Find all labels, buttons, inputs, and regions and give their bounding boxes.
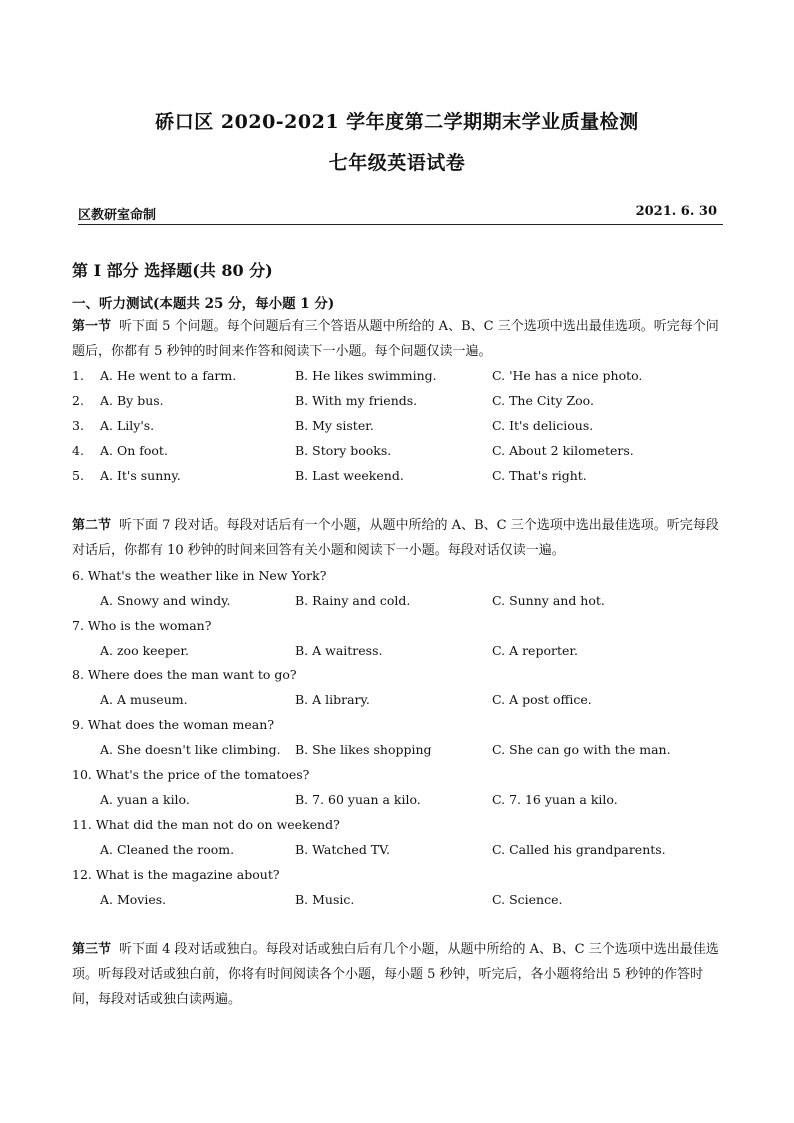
option-b: B. A library. <box>295 692 370 707</box>
option-a: A. Lily's. <box>100 418 155 433</box>
exam-date: 2021. 6. 30 <box>635 204 717 219</box>
option-c: C. Called his grandparents. <box>492 842 666 857</box>
section2-instructions <box>72 513 724 563</box>
question-row <box>72 443 722 465</box>
option-b: B. Story books. <box>295 443 392 458</box>
option-c: C. Sunny and hot. <box>492 593 605 608</box>
question-stem: 9. What does the woman mean? <box>72 717 275 732</box>
options-row <box>72 742 722 764</box>
option-a: A. zoo keeper. <box>100 643 189 658</box>
option-c: C. She can go with the man. <box>492 742 671 757</box>
question-number: 5. <box>72 468 84 483</box>
option-b: B. She likes shopping <box>295 742 432 757</box>
options-row <box>72 692 722 714</box>
question-row <box>72 418 722 440</box>
issuer-label: 区教研室命制 <box>78 208 157 223</box>
section3-text: 听下面 4 段对话或独白。每段对话或独白后有几个小题，从题中所给的 A、B、C 三个选项中选出最佳选项。听每段对话或独白前，你将有时间阅读各个小题，每小题 5 秒钟，听完后，各小题将给出 5 秒钟的作答时间，每段对话或独白读两遍。 <box>72 942 719 1007</box>
option-c: C. 7. 16 yuan a kilo. <box>492 792 618 807</box>
listening-title: 一、听力测试(本题共 25 分，每小题 1 分) <box>72 296 335 312</box>
option-a: A. Movies. <box>100 892 167 907</box>
header-meta-line <box>78 204 723 225</box>
section1-label: 第一节 <box>72 319 112 334</box>
option-a: A. She doesn't like climbing. <box>100 742 281 757</box>
option-b: B. Watched TV. <box>295 842 390 857</box>
option-a: A. It's sunny. <box>100 468 181 483</box>
option-b: B. Last weekend. <box>295 468 404 483</box>
options-row <box>72 842 722 864</box>
question-stem: 10. What's the price of the tomatoes? <box>72 767 310 782</box>
option-b: B. He likes swimming. <box>295 368 437 383</box>
option-c: C. That's right. <box>492 468 587 483</box>
option-a: A. By bus. <box>100 393 164 408</box>
option-c: C. 'He has a nice photo. <box>492 368 643 383</box>
option-a: A. Cleaned the room. <box>100 842 235 857</box>
options-row <box>72 593 722 615</box>
section3-label: 第三节 <box>72 942 112 957</box>
option-c: C. About 2 kilometers. <box>492 443 634 458</box>
option-a: A. Snowy and windy. <box>100 593 231 608</box>
part-title: 第 I 部分 选择题(共 80 分) <box>72 261 273 280</box>
option-b: B. With my friends. <box>295 393 418 408</box>
question-row <box>72 368 722 390</box>
option-b: B. My sister. <box>295 418 374 433</box>
option-b: B. A waitress. <box>295 643 383 658</box>
section1-text: 听下面 5 个问题。每个问题后有三个答语从题中所给的 A、B、C 三个选项中选出最佳选项。听完每个问题后，你都有 5 秒钟的时间来作答和阅读下一小题。每个问题仅读一遍。 <box>72 319 719 359</box>
exam-subtitle: 七年级英语试卷 <box>328 152 466 174</box>
option-a: A. A museum. <box>100 692 188 707</box>
section2-label: 第二节 <box>72 518 112 533</box>
question-number: 3. <box>72 418 84 433</box>
option-a: A. On foot. <box>100 443 168 458</box>
question-number: 1. <box>72 368 84 383</box>
exam-title: 硚口区 2020-2021 学年度第二学期期末学业质量检测 <box>155 111 639 133</box>
question-row <box>72 393 722 415</box>
option-c: C. A post office. <box>492 692 592 707</box>
section2-text: 听下面 7 段对话。每段对话后有一个小题，从题中所给的 A、B、C 三个选项中选出最佳选项。听完每段对话后，你都有 10 秒钟的时间来回答有关小题和阅读下一小题。每段对话仅读一遍。 <box>72 518 719 558</box>
section3-instructions <box>72 937 724 1012</box>
option-b: B. Rainy and cold. <box>295 593 411 608</box>
question-row <box>72 468 722 490</box>
option-c: C. Science. <box>492 892 563 907</box>
question-stem: 6. What's the weather like in New York? <box>72 568 327 583</box>
question-stem: 11. What did the man not do on weekend? <box>72 817 340 832</box>
option-a: A. yuan a kilo. <box>100 792 190 807</box>
option-c: C. A reporter. <box>492 643 578 658</box>
options-row <box>72 643 722 665</box>
question-number: 4. <box>72 443 84 458</box>
option-c: C. The City Zoo. <box>492 393 594 408</box>
question-stem: 12. What is the magazine about? <box>72 867 280 882</box>
question-number: 2. <box>72 393 84 408</box>
question-stem: 8. Where does the man want to go? <box>72 667 297 682</box>
section1-instructions <box>72 314 724 364</box>
option-b: B. 7. 60 yuan a kilo. <box>295 792 421 807</box>
option-b: B. Music. <box>295 892 355 907</box>
option-a: A. He went to a farm. <box>100 368 237 383</box>
question-stem: 7. Who is the woman? <box>72 618 212 633</box>
options-row <box>72 892 722 914</box>
options-row <box>72 792 722 814</box>
option-c: C. It's delicious. <box>492 418 594 433</box>
